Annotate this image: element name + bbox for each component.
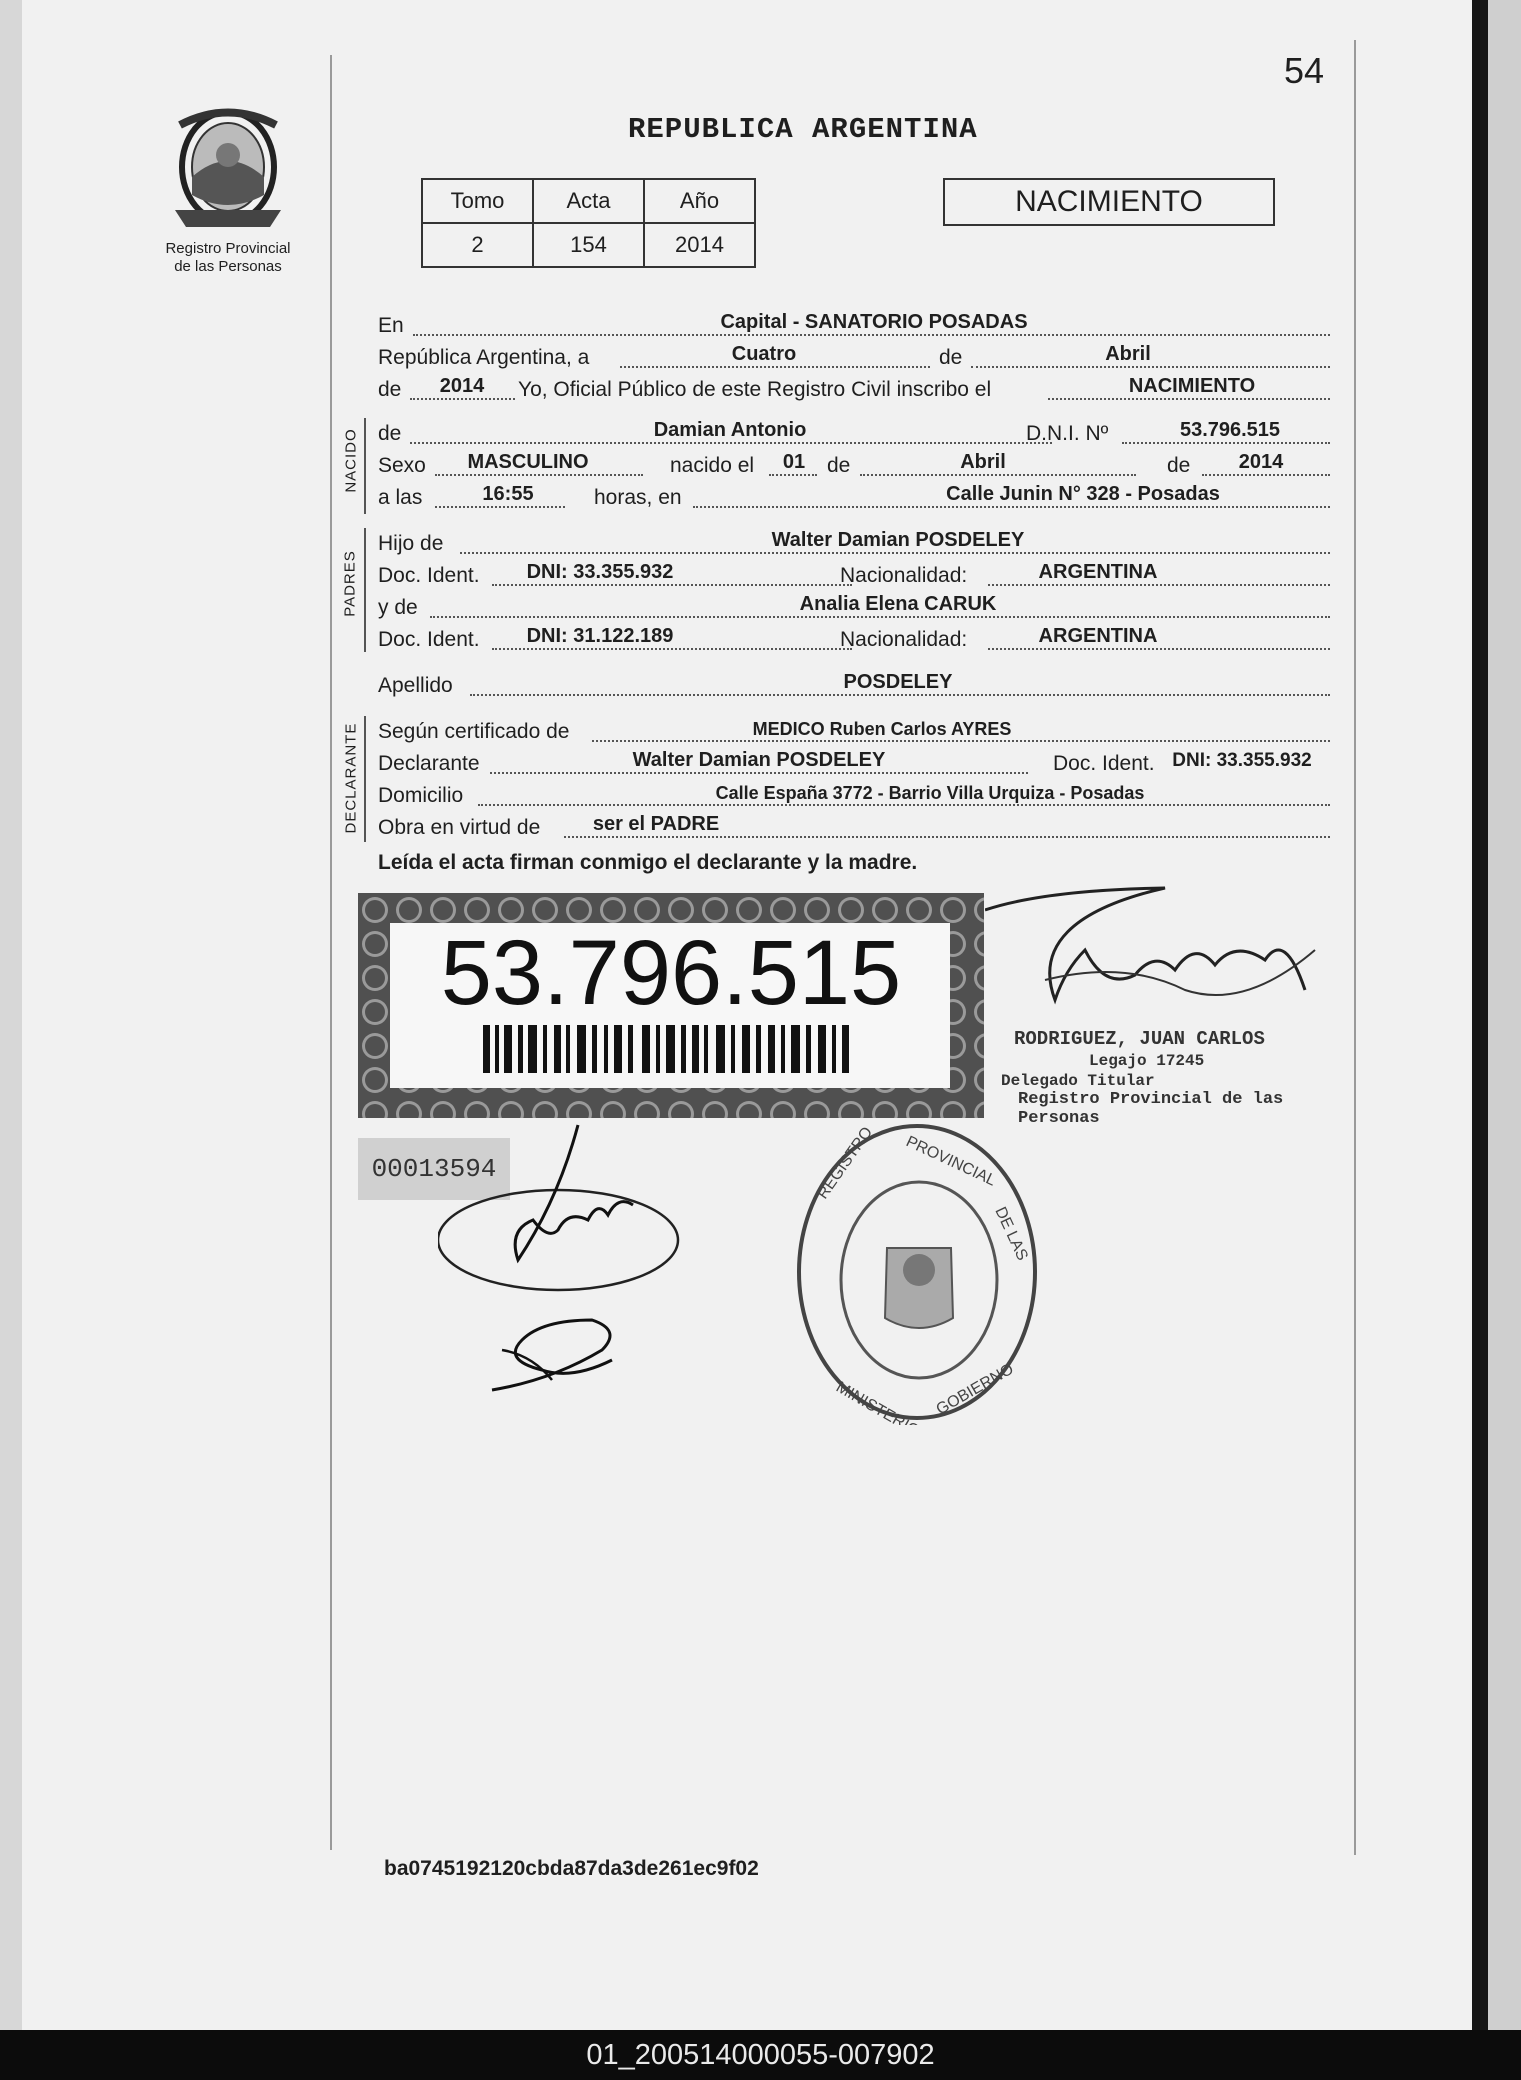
value-doc1: DNI: 33.355.932 (526, 561, 674, 583)
label-de3: de (378, 422, 402, 445)
label-doc1: Doc. Ident. (378, 564, 480, 587)
value-tomo: 2 (422, 223, 533, 267)
label-de5: de (1167, 454, 1191, 477)
label-de: de (939, 346, 963, 369)
declarante-bracket (364, 716, 366, 842)
padres-bracket (364, 528, 366, 652)
label-nac1: Nacionalidad: (840, 564, 968, 587)
value-madre: Analia Elena CARUK (799, 593, 997, 615)
value-apellido: POSDELEY (843, 671, 953, 693)
row-apellido (378, 670, 1330, 700)
official-role: Delegado Titular (1001, 1072, 1155, 1090)
row-inscribo (378, 374, 1330, 404)
label-dni: D.N.I. Nº (1026, 422, 1109, 445)
row-certificado (378, 716, 1330, 746)
value-dia: Cuatro (731, 343, 797, 365)
header-tomo: Tomo (422, 179, 533, 223)
header-anio: Año (644, 179, 755, 223)
label-hijo: Hijo de (378, 532, 444, 555)
label-nac2: Nacionalidad: (840, 628, 968, 651)
value-dni: 53.796.515 (1179, 419, 1281, 441)
label-yde: y de (378, 596, 418, 619)
row-doc-padre (378, 560, 1330, 590)
svg-text:GOBIERNO: GOBIERNO (933, 1360, 1017, 1419)
row-sexo (378, 450, 1330, 480)
scan-margin (1488, 0, 1521, 2030)
value-sexo: MASCULINO (467, 451, 589, 473)
document-hash: ba0745192120cbda87da3de261ec9f02 (384, 1857, 759, 1880)
value-nac1: ARGENTINA (1038, 561, 1158, 583)
value-hora: 16:55 (482, 483, 534, 505)
official-office: Registro Provincial de las Personas (1018, 1090, 1284, 1128)
row-obra (378, 812, 1330, 842)
value-en: Capital - SANATORIO POSADAS (720, 311, 1028, 333)
side-label-nacido: NACIDO (342, 428, 360, 493)
row-nombre (378, 418, 1330, 448)
registry-seal-icon (795, 1120, 1040, 1425)
label-de4: de (827, 454, 851, 477)
label-sexo: Sexo (378, 454, 426, 477)
declarant-signature-icon (438, 1120, 688, 1310)
row-madre (378, 592, 1330, 622)
value-inscribo: NACIMIENTO (1128, 375, 1256, 397)
label-alas: a las (378, 486, 423, 509)
registry-table (421, 178, 756, 268)
svg-text:DE LAS: DE LAS (991, 1204, 1031, 1264)
label-declarante: Declarante (378, 752, 480, 775)
mother-signature-icon (482, 1310, 632, 1400)
value-nacido-anio: 2014 (1238, 451, 1284, 473)
official-signature-icon (985, 880, 1335, 1040)
value-declarante: Walter Damian POSDELEY (632, 749, 886, 771)
label-doc3: Doc. Ident. (1053, 752, 1155, 775)
value-certificado: MEDICO Ruben Carlos AYRES (752, 719, 1012, 739)
value-nacido-mes: Abril (960, 451, 1006, 473)
right-margin-line (1354, 40, 1356, 1855)
label-certificado: Según certificado de (378, 720, 570, 743)
row-hora (378, 482, 1330, 512)
value-anio: 2014 (439, 375, 485, 397)
logo-caption-line2: de las Personas (174, 258, 282, 275)
document-title: REPUBLICA ARGENTINA (628, 113, 978, 146)
label-en: En (378, 314, 404, 337)
side-label-declarante: DECLARANTE (342, 722, 360, 834)
official-name: RODRIGUEZ, JUAN CARLOS (1014, 1028, 1265, 1050)
svg-text:MINISTERIO: MINISTERIO (833, 1378, 923, 1425)
value-mes: Abril (1105, 343, 1151, 365)
mother-signature (482, 1310, 632, 1400)
row-domicilio (378, 780, 1330, 810)
row-doc-madre (378, 624, 1330, 654)
value-doc3: DNI: 33.355.932 (1172, 750, 1312, 771)
nacido-bracket (364, 418, 366, 514)
province-logo (150, 105, 306, 276)
official-signature-block (985, 880, 1335, 1128)
row-declarante (378, 748, 1330, 778)
value-nacido-dia: 01 (782, 451, 806, 473)
province-emblem-icon (150, 105, 306, 235)
value-nombre: Damian Antonio (653, 419, 807, 441)
svg-text:REGISTRO: REGISTRO (814, 1124, 877, 1203)
left-margin-line (330, 55, 332, 1850)
official-legajo: Legajo 17245 (1089, 1052, 1205, 1070)
scan-footer-id: 01_200514000055-007902 (0, 2030, 1521, 2080)
row-padre (378, 528, 1330, 558)
header-acta: Acta (533, 179, 644, 223)
label-inscribo: Yo, Oficial Público de este Registro Civil inscribo el (518, 378, 992, 401)
label-obra: Obra en virtud de (378, 816, 541, 839)
row-fecha (378, 342, 1330, 372)
value-padre: Walter Damian POSDELEY (771, 529, 1025, 551)
serial-number: 00013594 (358, 1138, 510, 1200)
logo-caption-line1: Registro Provincial (165, 240, 291, 257)
value-nac2: ARGENTINA (1038, 625, 1158, 647)
declarant-signature (438, 1120, 688, 1310)
value-domicilio: Calle España 3772 - Barrio Villa Urquiza - Posadas (715, 783, 1145, 803)
label-apellido: Apellido (378, 674, 453, 697)
act-type-box: NACIMIENTO (943, 178, 1275, 226)
label-horas: horas, en (594, 486, 682, 509)
registry-seal (795, 1120, 1040, 1425)
value-anio: 2014 (644, 223, 755, 267)
value-acta: 154 (533, 223, 644, 267)
label-domicilio: Domicilio (378, 784, 464, 807)
scan-edge (1472, 0, 1488, 2030)
label-republica: República Argentina, a (378, 346, 590, 369)
id-sticker (358, 893, 984, 1118)
value-obra: ser el PADRE (592, 813, 720, 835)
value-lugar: Calle Junin N° 328 - Posadas (946, 483, 1220, 505)
page-number: 54 (1284, 50, 1325, 91)
label-de2: de (378, 378, 402, 401)
sticker-number: 53.796.515 (440, 922, 902, 1024)
label-doc2: Doc. Ident. (378, 628, 480, 651)
closing-text: Leída el acta firman conmigo el declarante y la madre. (378, 851, 918, 874)
svg-text:PROVINCIAL: PROVINCIAL (903, 1133, 999, 1190)
side-label-padres: PADRES (341, 550, 359, 617)
label-nacido: nacido el (670, 454, 755, 477)
value-doc2: DNI: 31.122.189 (526, 625, 674, 647)
row-en (378, 310, 1330, 340)
